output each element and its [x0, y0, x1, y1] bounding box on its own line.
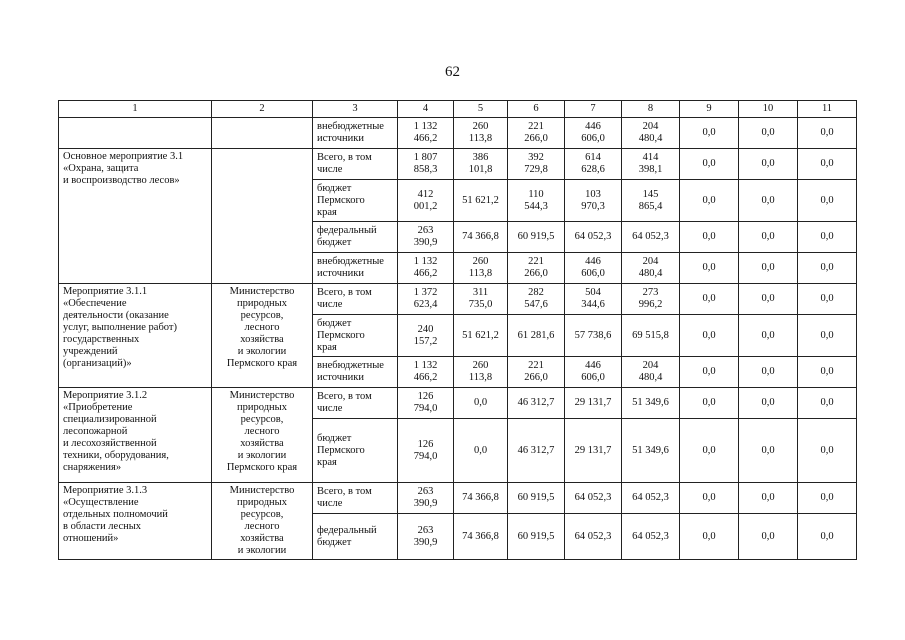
value-cell: 0,0 — [798, 357, 857, 388]
funding-source-cell: бюджет Пермского края — [313, 315, 398, 357]
value-cell: 221 266,0 — [508, 253, 565, 284]
value-cell: 64 052,3 — [565, 222, 622, 253]
empty-cell — [59, 118, 212, 149]
value-cell: 0,0 — [739, 514, 798, 560]
column-header: 7 — [565, 101, 622, 118]
value-cell: 29 131,7 — [565, 419, 622, 483]
value-cell: 0,0 — [739, 180, 798, 222]
funding-source-cell: Всего, в том числе — [313, 284, 398, 315]
table-row — [59, 483, 857, 514]
column-header: 9 — [680, 101, 739, 118]
value-cell: 0,0 — [680, 419, 739, 483]
activity-3-1-1-name: Мероприятие 3.1.1 «Обеспечение деятельности (оказание услуг, выполнение работ) государственных учреждений (организаций)» — [59, 284, 212, 388]
budget-table — [58, 100, 857, 560]
activity-3-1-3-name: Мероприятие 3.1.3 «Осуществление отдельных полномочий в области лесных отношений» — [59, 483, 212, 560]
column-header: 6 — [508, 101, 565, 118]
activity-3-1-1-executor: Министерство природных ресурсов, лесного хозяйства и экологии Пермского края — [212, 284, 313, 388]
column-header: 10 — [739, 101, 798, 118]
value-cell: 0,0 — [739, 222, 798, 253]
table-row — [59, 149, 857, 180]
column-header: 11 — [798, 101, 857, 118]
value-cell: 260 113,8 — [454, 118, 508, 149]
value-cell: 0,0 — [798, 388, 857, 419]
value-cell: 221 266,0 — [508, 357, 565, 388]
column-header: 4 — [398, 101, 454, 118]
value-cell: 110 544,3 — [508, 180, 565, 222]
value-cell: 0,0 — [739, 284, 798, 315]
value-cell: 0,0 — [454, 419, 508, 483]
column-header: 1 — [59, 101, 212, 118]
value-cell: 0,0 — [680, 284, 739, 315]
value-cell: 414 398,1 — [622, 149, 680, 180]
value-cell: 1 807 858,3 — [398, 149, 454, 180]
value-cell: 0,0 — [454, 388, 508, 419]
value-cell: 0,0 — [798, 514, 857, 560]
table-header-row — [59, 101, 857, 118]
value-cell: 0,0 — [798, 180, 857, 222]
value-cell: 64 052,3 — [565, 483, 622, 514]
value-cell: 0,0 — [680, 514, 739, 560]
value-cell: 412 001,2 — [398, 180, 454, 222]
value-cell: 311 735,0 — [454, 284, 508, 315]
value-cell: 0,0 — [680, 483, 739, 514]
funding-source-cell: внебюджетные источники — [313, 357, 398, 388]
value-cell: 0,0 — [739, 419, 798, 483]
value-cell: 0,0 — [798, 284, 857, 315]
value-cell: 0,0 — [739, 483, 798, 514]
value-cell: 446 606,0 — [565, 253, 622, 284]
value-cell: 0,0 — [739, 253, 798, 284]
value-cell: 0,0 — [739, 357, 798, 388]
funding-source-cell: федеральный бюджет — [313, 514, 398, 560]
value-cell: 0,0 — [739, 315, 798, 357]
value-cell: 51 349,6 — [622, 388, 680, 419]
value-cell: 126 794,0 — [398, 419, 454, 483]
value-cell: 0,0 — [680, 149, 739, 180]
value-cell: 46 312,7 — [508, 419, 565, 483]
value-cell: 0,0 — [798, 222, 857, 253]
value-cell: 204 480,4 — [622, 118, 680, 149]
value-cell: 204 480,4 — [622, 253, 680, 284]
value-cell: 0,0 — [680, 222, 739, 253]
value-cell: 240 157,2 — [398, 315, 454, 357]
value-cell: 60 919,5 — [508, 483, 565, 514]
value-cell: 0,0 — [798, 483, 857, 514]
column-header: 8 — [622, 101, 680, 118]
funding-source-cell: Всего, в том числе — [313, 149, 398, 180]
value-cell: 0,0 — [798, 315, 857, 357]
value-cell: 0,0 — [798, 118, 857, 149]
table-row — [59, 284, 857, 315]
value-cell: 145 865,4 — [622, 180, 680, 222]
value-cell: 386 101,8 — [454, 149, 508, 180]
value-cell: 282 547,6 — [508, 284, 565, 315]
page-number: 62 — [445, 64, 460, 80]
column-header: 5 — [454, 101, 508, 118]
value-cell: 1 132 466,2 — [398, 357, 454, 388]
value-cell: 57 738,6 — [565, 315, 622, 357]
value-cell: 0,0 — [739, 388, 798, 419]
value-cell: 263 390,9 — [398, 222, 454, 253]
value-cell: 51 621,2 — [454, 180, 508, 222]
value-cell: 103 970,3 — [565, 180, 622, 222]
funding-source-cell: бюджет Пермского края — [313, 180, 398, 222]
value-cell: 51 349,6 — [622, 419, 680, 483]
value-cell: 0,0 — [680, 180, 739, 222]
value-cell: 1 132 466,2 — [398, 253, 454, 284]
value-cell: 61 281,6 — [508, 315, 565, 357]
value-cell: 64 052,3 — [622, 222, 680, 253]
value-cell: 64 052,3 — [565, 514, 622, 560]
value-cell: 260 113,8 — [454, 357, 508, 388]
table-row — [59, 118, 857, 149]
column-header: 2 — [212, 101, 313, 118]
value-cell: 0,0 — [798, 149, 857, 180]
funding-source-cell: Всего, в том числе — [313, 388, 398, 419]
value-cell: 69 515,8 — [622, 315, 680, 357]
column-header: 3 — [313, 101, 398, 118]
empty-cell — [212, 149, 313, 284]
value-cell: 0,0 — [680, 118, 739, 149]
value-cell: 0,0 — [739, 149, 798, 180]
value-cell: 0,0 — [680, 388, 739, 419]
value-cell: 64 052,3 — [622, 514, 680, 560]
value-cell: 126 794,0 — [398, 388, 454, 419]
funding-source-cell: Всего, в том числе — [313, 483, 398, 514]
value-cell: 446 606,0 — [565, 118, 622, 149]
value-cell: 51 621,2 — [454, 315, 508, 357]
activity-3-1-name: Основное мероприятие 3.1 «Охрана, защита и воспроизводство лесов» — [59, 149, 212, 284]
value-cell: 221 266,0 — [508, 118, 565, 149]
value-cell: 504 344,6 — [565, 284, 622, 315]
value-cell: 614 628,6 — [565, 149, 622, 180]
value-cell: 0,0 — [680, 315, 739, 357]
value-cell: 204 480,4 — [622, 357, 680, 388]
value-cell: 0,0 — [739, 118, 798, 149]
value-cell: 446 606,0 — [565, 357, 622, 388]
value-cell: 46 312,7 — [508, 388, 565, 419]
value-cell: 1 132 466,2 — [398, 118, 454, 149]
activity-3-1-2-name: Мероприятие 3.1.2 «Приобретение специализированной лесопожарной и лесохозяйственной техники, оборудования, снаряжения» — [59, 388, 212, 483]
activity-3-1-3-executor: Министерство природных ресурсов, лесного хозяйства и экологии — [212, 483, 313, 560]
value-cell: 74 366,8 — [454, 222, 508, 253]
value-cell: 60 919,5 — [508, 222, 565, 253]
funding-source-cell: внебюджетные источники — [313, 118, 398, 149]
table-row — [59, 388, 857, 419]
value-cell: 0,0 — [680, 357, 739, 388]
funding-source-cell: федеральный бюджет — [313, 222, 398, 253]
value-cell: 263 390,9 — [398, 483, 454, 514]
value-cell: 64 052,3 — [622, 483, 680, 514]
activity-3-1-2-executor: Министерство природных ресурсов, лесного хозяйства и экологии Пермского края — [212, 388, 313, 483]
value-cell: 263 390,9 — [398, 514, 454, 560]
value-cell: 0,0 — [798, 419, 857, 483]
value-cell: 29 131,7 — [565, 388, 622, 419]
value-cell: 1 372 623,4 — [398, 284, 454, 315]
value-cell: 0,0 — [680, 253, 739, 284]
value-cell: 260 113,8 — [454, 253, 508, 284]
funding-source-cell: бюджет Пермского края — [313, 419, 398, 483]
value-cell: 74 366,8 — [454, 483, 508, 514]
value-cell: 273 996,2 — [622, 284, 680, 315]
value-cell: 0,0 — [798, 253, 857, 284]
empty-cell — [212, 118, 313, 149]
value-cell: 392 729,8 — [508, 149, 565, 180]
funding-source-cell: внебюджетные источники — [313, 253, 398, 284]
value-cell: 74 366,8 — [454, 514, 508, 560]
value-cell: 60 919,5 — [508, 514, 565, 560]
